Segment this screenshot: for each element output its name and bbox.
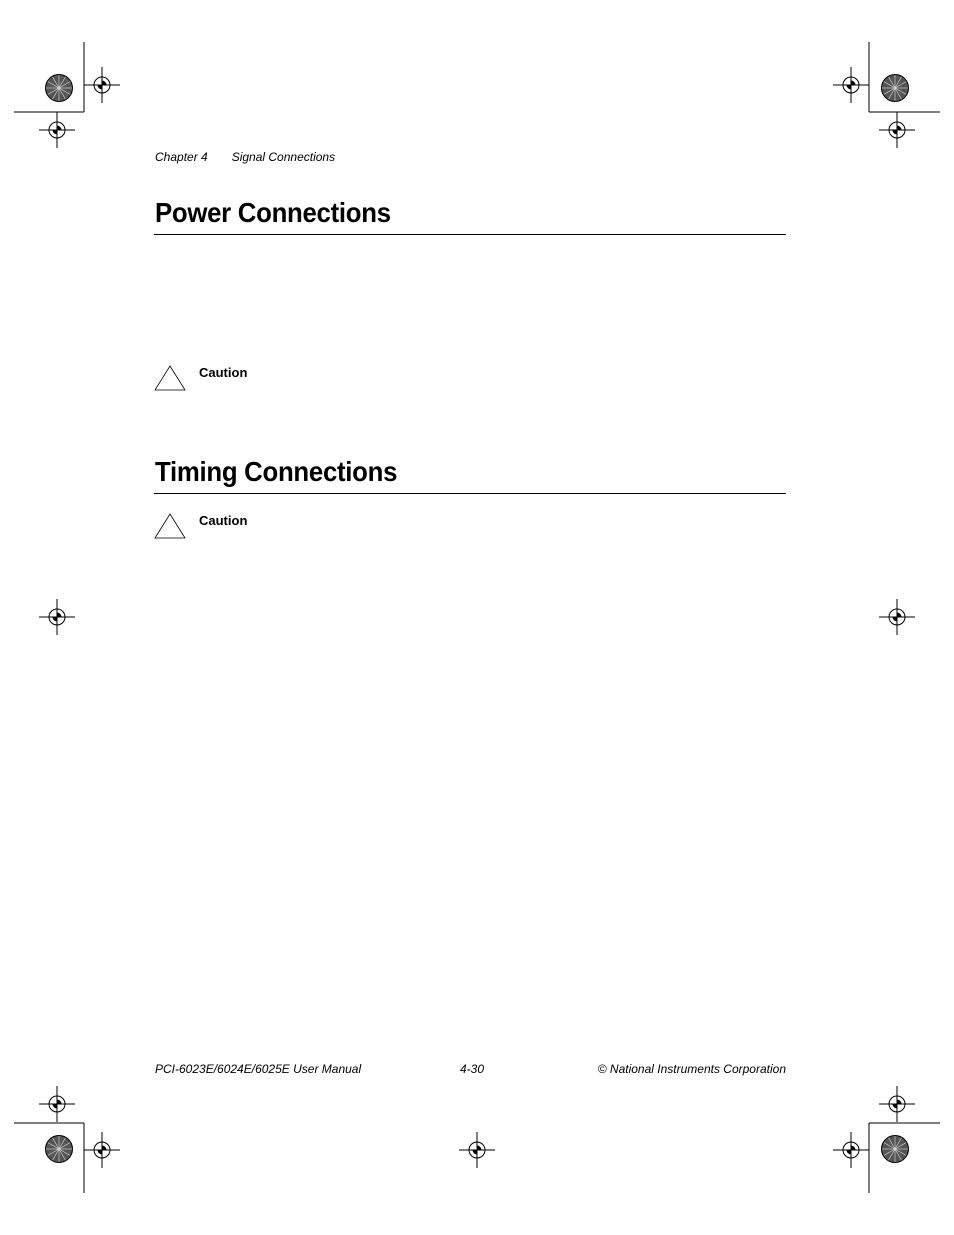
starburst-target-icon [44, 1134, 74, 1164]
crosshair-registration-icon [459, 1132, 495, 1168]
crosshair-registration-icon [879, 599, 915, 635]
chapter-title: Signal Connections [231, 150, 336, 164]
starburst-target-icon [880, 1134, 910, 1164]
heading-rule [154, 234, 786, 235]
crosshair-registration-icon [39, 1086, 75, 1122]
crosshair-registration-icon [879, 1086, 915, 1122]
crosshair-registration-icon [84, 1132, 120, 1168]
caution-triangle-icon [154, 365, 186, 391]
running-head [155, 150, 335, 164]
section-heading-timing: Timing Connections [155, 456, 398, 487]
footer-page-number: 4-30 [460, 1062, 485, 1076]
starburst-target-icon [44, 73, 74, 103]
caution-triangle-icon [154, 513, 186, 539]
chapter-number: Chapter 4 [155, 150, 208, 164]
heading-rule [154, 493, 786, 494]
crosshair-registration-icon [879, 112, 915, 148]
footer-manual-title: PCI-6023E/6024E/6025E User Manual [155, 1062, 362, 1076]
crosshair-registration-icon [39, 112, 75, 148]
caution-label: Caution [199, 365, 248, 380]
crosshair-registration-icon [84, 67, 120, 103]
section-heading-power: Power Connections [155, 197, 391, 228]
crosshair-registration-icon [833, 67, 869, 103]
caution-label: Caution [199, 513, 248, 528]
crosshair-registration-icon [39, 599, 75, 635]
starburst-target-icon [880, 73, 910, 103]
crosshair-registration-icon [833, 1132, 869, 1168]
footer-copyright: © National Instruments Corporation [597, 1062, 786, 1076]
